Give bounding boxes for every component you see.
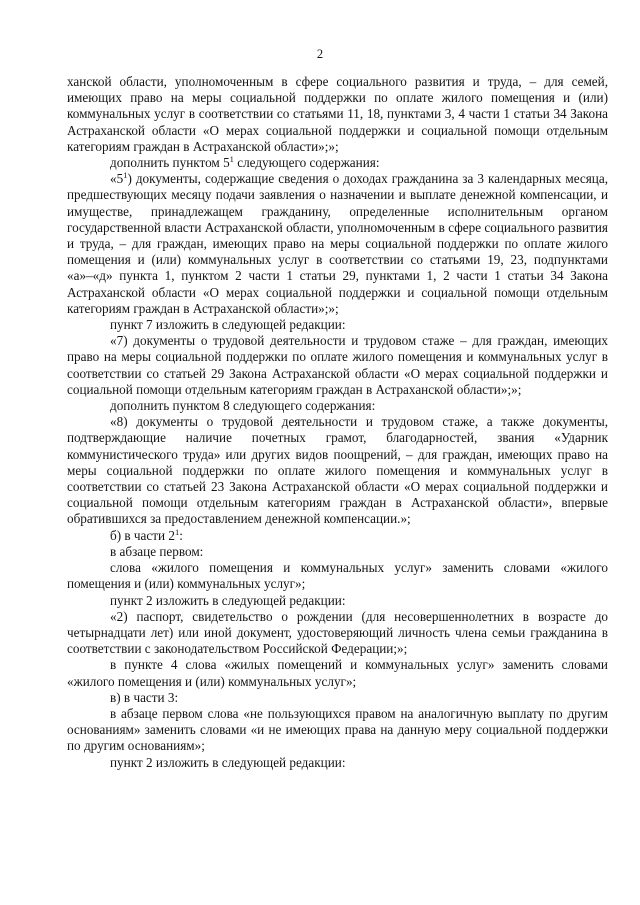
page-number: 2 [316, 47, 324, 61]
paragraph [67, 528, 608, 544]
paragraph [67, 657, 608, 689]
superscript: 1 [174, 526, 180, 537]
paragraph-text: дополнить пунктом 8 следующего содержания: [110, 398, 376, 414]
paragraph-text: слова «жилого помещения и коммунальных услуг» заменить словами «жилого помещения и (или) коммунальных услуг»; [67, 560, 608, 592]
paragraph-text: дополнить пунктом 5 [110, 155, 230, 171]
paragraph-text: в) в части 3: [110, 689, 179, 705]
paragraph-text: в абзаце первом: [110, 543, 204, 559]
paragraph-text-continuation: следующего содержания: [233, 155, 380, 171]
paragraph-text: пункт 2 изложить в следующей редакции: [110, 592, 346, 608]
paragraph [67, 755, 608, 771]
paragraph-text: «7) документы о трудовой деятельности и трудовом стаже – для граждан, имеющих право на меры социальной поддержки по оплате жилого помещения и коммунальных услуг в соответствии со статьей 29 Закона Астраханской области «О мерах социальной поддержки и социальной помощи отдельным категориям граждан в Астраханской области»;»; [67, 333, 608, 397]
superscript: 1 [123, 170, 128, 181]
paragraph [67, 171, 608, 317]
paragraph-text: в абзаце первом слова «не пользующихся правом на аналогичную выплату по другим основаниям» заменить словами «и не имеющих права на данную меру социальной поддержки по другим основаниям»; [67, 705, 608, 754]
paragraph [67, 333, 608, 398]
paragraph-text: в пункте 4 слова «жилых помещений и коммунальных услуг» заменить словами «жилого помещения и (или) коммунальных услуг»; [67, 657, 608, 689]
paragraph [67, 74, 608, 155]
paragraph [67, 317, 608, 333]
paragraph [67, 690, 608, 706]
paragraph-text: пункт 2 изложить в следующей редакции: [110, 754, 346, 770]
paragraph [67, 155, 608, 171]
paragraph-text: ханской области, уполномоченным в сфере социального развития и труда, – для семей, имеющих право на меры социальной поддержки по оплате жилого помещения и (или) коммунальных услуг в соответствии со статьями 11, 18, пунктами 3, 4 части 1 статьи 34 Закона Астраханской области «О мерах социальной поддержки и социальной помощи отдельным категориям граждан в Астраханской области»;»; [67, 74, 608, 154]
document-body [67, 74, 608, 771]
paragraph [67, 544, 608, 560]
paragraph-text-continuation: ) документы, содержащие сведения о доходах гражданина за 3 календарных месяца, предшествующих месяцу подачи заявления о назначении и выплате денежной компенсации, и имуществе, принадлежащем гражданину, определенные исполнительным органом государственной власти Астраханской области, уполномоченным в сфере социального развития и труда, – для граждан, имеющих право на меры социальной поддержки по оплате жилого помещения и (или) коммунальных услуг в соответствии со статьями 19, 23, подпунктами «а»–«д» пункта 1, пунктом 2 части 1 статьи 29, пунктами 1, 2 части 1 статьи 34 Закона Астраханской области «О мерах социальной поддержки и социальной помощи отдельным категориям граждан в Астраханской области»;»; [67, 171, 608, 316]
paragraph [67, 398, 608, 414]
paragraph-text: пункт 7 изложить в следующей редакции: [110, 317, 346, 333]
paragraph-text: «8) документы о трудовой деятельности и трудовом стаже, а также документы, подтверждающие наличие почетных грамот, благодарностей, звания «Ударник коммунистического труда» или других видов поощрений, – для граждан, имеющих право на меры социальной поддержки по оплате жилого помещения и коммунальных услуг в соответствии со статьей 23 Закона Астраханской области «О мерах социальной поддержки и социальной помощи отдельным категориям граждан в Астраханской области», впервые обратившихся за предоставлением денежной компенсации.»; [67, 414, 608, 527]
paragraph-text-continuation: : [179, 527, 183, 543]
paragraph [67, 560, 608, 592]
paragraph [67, 593, 608, 609]
paragraph [67, 706, 608, 755]
superscript: 1 [229, 154, 234, 165]
paragraph-text: «2) паспорт, свидетельство о рождении (для несовершеннолетних в возрасте до четырнадцати лет) или иной документ, удостоверяющий личность члена семьи гражданина в соответствии с законодательством Российской Федерации;»; [67, 608, 608, 657]
paragraph-text: «5 [110, 171, 124, 187]
paragraph-text: б) в части 2 [110, 527, 175, 543]
paragraph [67, 414, 608, 527]
paragraph [67, 609, 608, 658]
